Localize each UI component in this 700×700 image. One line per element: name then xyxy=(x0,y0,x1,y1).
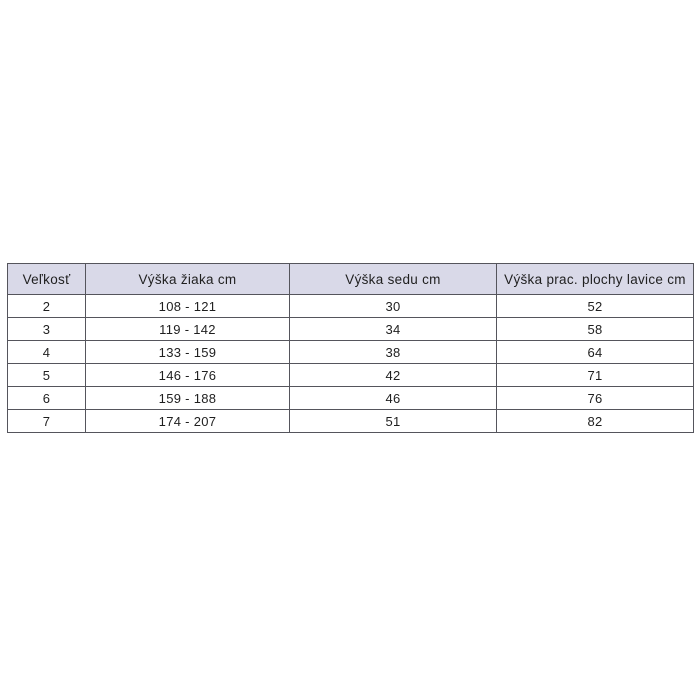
cell-vyska-prac-plochy: 76 xyxy=(497,387,694,410)
header-vyska-sedu: Výška sedu cm xyxy=(290,264,497,295)
cell-vyska-ziaka: 159 - 188 xyxy=(86,387,290,410)
cell-vyska-prac-plochy: 82 xyxy=(497,410,694,433)
header-vyska-prac-plochy: Výška prac. plochy lavice cm xyxy=(497,264,694,295)
cell-vyska-sedu: 34 xyxy=(290,318,497,341)
table-row xyxy=(8,295,694,318)
cell-vyska-sedu: 38 xyxy=(290,341,497,364)
cell-velkost: 2 xyxy=(8,295,86,318)
cell-vyska-ziaka: 146 - 176 xyxy=(86,364,290,387)
cell-velkost: 6 xyxy=(8,387,86,410)
header-velkost: Veľkosť xyxy=(8,264,86,295)
cell-velkost: 3 xyxy=(8,318,86,341)
cell-vyska-ziaka: 108 - 121 xyxy=(86,295,290,318)
table-row xyxy=(8,341,694,364)
cell-vyska-sedu: 46 xyxy=(290,387,497,410)
header-vyska-ziaka: Výška žiaka cm xyxy=(86,264,290,295)
header-row xyxy=(8,264,694,295)
cell-vyska-sedu: 30 xyxy=(290,295,497,318)
size-table xyxy=(7,263,694,433)
cell-vyska-prac-plochy: 71 xyxy=(497,364,694,387)
table-row xyxy=(8,410,694,433)
table-row xyxy=(8,387,694,410)
cell-vyska-sedu: 51 xyxy=(290,410,497,433)
cell-velkost: 5 xyxy=(8,364,86,387)
table-row xyxy=(8,318,694,341)
cell-vyska-prac-plochy: 64 xyxy=(497,341,694,364)
cell-vyska-prac-plochy: 52 xyxy=(497,295,694,318)
cell-velkost: 7 xyxy=(8,410,86,433)
cell-vyska-ziaka: 174 - 207 xyxy=(86,410,290,433)
cell-vyska-sedu: 42 xyxy=(290,364,497,387)
cell-vyska-ziaka: 119 - 142 xyxy=(86,318,290,341)
cell-vyska-ziaka: 133 - 159 xyxy=(86,341,290,364)
cell-velkost: 4 xyxy=(8,341,86,364)
table-row xyxy=(8,364,694,387)
cell-vyska-prac-plochy: 58 xyxy=(497,318,694,341)
